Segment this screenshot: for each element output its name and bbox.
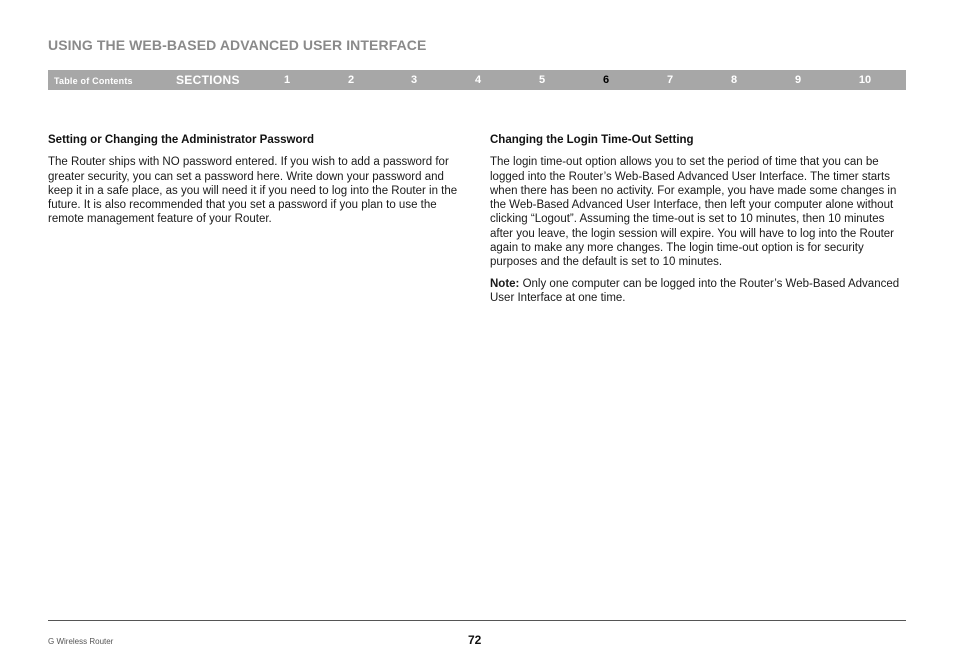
note-text: Only one computer can be logged into the Router’s Web-Based Advanced User Interface at one time. bbox=[490, 277, 900, 304]
footer-product-name: G Wireless Router bbox=[48, 637, 114, 646]
admin-password-heading: Setting or Changing the Administrator Password bbox=[48, 134, 315, 146]
login-timeout-heading: Changing the Login Time-Out Setting bbox=[490, 134, 694, 146]
page-number: 72 bbox=[468, 633, 482, 647]
section-link-6[interactable]: 6 bbox=[602, 74, 610, 86]
section-link-2[interactable]: 2 bbox=[347, 74, 355, 86]
footer-divider bbox=[48, 620, 906, 621]
note-label: Note: bbox=[490, 277, 520, 290]
table-of-contents-link[interactable]: Table of Contents bbox=[54, 76, 133, 86]
section-link-3[interactable]: 3 bbox=[410, 74, 418, 86]
section-link-8[interactable]: 8 bbox=[730, 74, 738, 86]
section-link-7[interactable]: 7 bbox=[666, 74, 674, 86]
login-timeout-paragraph: The login time-out option allows you to set the period of time that you can be logged into the Router’s Web-Based Advanced User Interface. The timer starts when there has been no activity. For example, you have made some changes in the Web-Based Advanced User Interface, then left your computer alone without clicking “Logout”. Assuming the time-out is set to 10 minutes, then 10 minutes after you leave, the login session will expire. You will have to log into the Router again to make any more changes. The login time-out option is for security purposes and the default is set to 10 minutes. bbox=[490, 156, 897, 269]
page-header-title: USING THE WEB-BASED ADVANCED USER INTERFACE bbox=[48, 37, 427, 53]
left-column bbox=[48, 133, 464, 234]
section-link-9[interactable]: 9 bbox=[794, 74, 802, 86]
section-link-4[interactable]: 4 bbox=[474, 74, 482, 86]
section-navbar bbox=[48, 70, 906, 90]
right-column bbox=[490, 133, 900, 312]
section-link-5[interactable]: 5 bbox=[538, 74, 546, 86]
section-link-10[interactable]: 10 bbox=[858, 74, 872, 86]
section-link-1[interactable]: 1 bbox=[283, 74, 291, 86]
admin-password-paragraph: The Router ships with NO password entered. If you wish to add a password for greater security, you can set a password here. Write down your password and keep it in a safe place, as you will need it if you need to log into the Router in the future. It is also recommended that you set a password if you plan to use the remote management feature of your Router. bbox=[48, 156, 458, 226]
sections-label: SECTIONS bbox=[176, 73, 240, 87]
note-paragraph bbox=[490, 277, 900, 306]
